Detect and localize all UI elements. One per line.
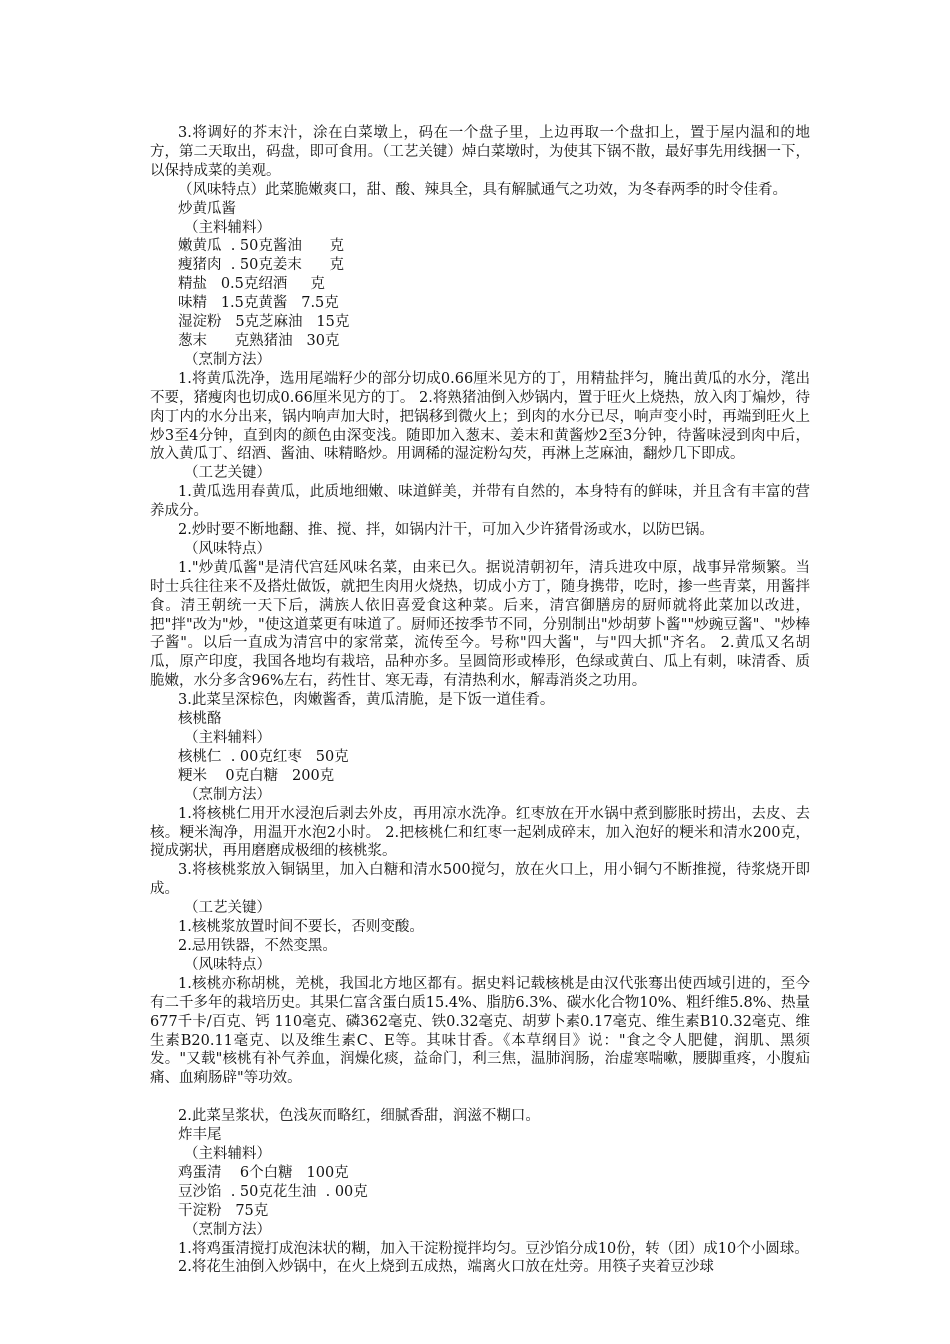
paragraph: 1.黄瓜选用春黄瓜，此质地细嫩、味道鲜美，并带有自然的，本身特有的鲜味，并且含有丰富的营养成分。 xyxy=(150,484,810,520)
ingredient-row: 湿淀粉 5克芝麻油 15克 xyxy=(178,314,350,331)
ingredient-row: 嫩黄瓜 . 50克酱油 克 xyxy=(178,238,345,255)
section-heading: （烹制方法） xyxy=(184,786,271,803)
ingredient-row: 精盐 0.5克绍酒 克 xyxy=(178,276,325,293)
paragraph: 2.炒时要不断地翻、推、搅、拌，如锅内汁干，可加入少许猪骨汤或水，以防巴锅。 xyxy=(178,522,714,539)
paragraph: 2.将花生油倒入炒锅中，在火上烧到五成热，端离火口放在灶旁。用筷子夹着豆沙球 xyxy=(178,1259,714,1276)
ingredient-row: 核桃仁 . 00克红枣 50克 xyxy=(178,748,349,765)
section-heading: （主料辅料） xyxy=(184,730,271,746)
recipe-title: 炒黄瓜酱 xyxy=(178,200,236,217)
section-heading: （工艺关键） xyxy=(184,900,271,917)
paragraph: 3.将核桃浆放入铜锅里，加入白糖和清水500搅匀，放在火口上，用小铜勺不断推搅，待浆烧开即成。 xyxy=(150,862,810,898)
section-heading: （工艺关键） xyxy=(184,465,271,482)
paragraph: （风味特点）此菜脆嫩爽口，甜、酸、辣具全，具有解腻通气之功效，为冬春两季的时令佳肴。 xyxy=(178,181,787,198)
paragraph: 1.核桃亦称胡桃，羌桃，我国北方地区都有。据史料记载核桃是由汉代张骞出使西域引进的，至今有二千多年的栽培历史。其果仁富含蛋白质15.4%、脂肪6.3%、碳水化合物10%、粗纤维5.8%、热量677千卡/百克、钙 110毫克、磷362毫克、铁0.32毫克、胡萝卜素0.17毫克、维生素B10.32毫克、维生素B20.11毫克、以及维生素C、E等。其味甘香。《本草纲目》说："食之令人肥健，润肌、黑须发。"又载"核桃有补气养血，润燥化痰，益命门，利三焦，温肺润肠，治虚寒喘嗽，腰脚重疼，小腹疝痛、血痢肠辟"等功效。 xyxy=(150,975,810,1087)
recipe-title: 核桃酪 xyxy=(178,711,222,728)
blank-line xyxy=(150,1088,810,1107)
section-heading: （烹制方法） xyxy=(184,351,271,368)
section-heading: （烹制方法） xyxy=(184,1221,271,1238)
section-heading: （主料辅料） xyxy=(184,219,271,236)
ingredient-row: 豆沙馅 . 50克花生油 . 00克 xyxy=(178,1183,368,1200)
paragraph: 1.将黄瓜洗净，选用尾端籽少的部分切成0.66厘米见方的丁，用精盐拌匀，腌出黄瓜的水分，滗出不要，猪瘦肉也切成0.66厘米见方的丁。 2.将熟猪油倒入炒锅内，置于旺火上烧热，放入肉丁煸炒，待肉丁内的水分出来，锅内响声加大时，把锅移到微火上；到肉的水分已尽，响声变小时，再端到旺火上炒3至4分钟，直到肉的颜色由深变浅。随即加入葱末、姜末和黄酱炒2至3分钟，待酱味浸到肉中后，放入黄瓜丁、绍酒、酱油、味精略炒。用调稀的湿淀粉勾芡，再淋上芝麻油，翻炒几下即成。 xyxy=(150,370,810,463)
document-body xyxy=(150,124,810,1277)
section-heading: （风味特点） xyxy=(184,956,271,973)
ingredient-row: 葱末 克熟猪油 30克 xyxy=(178,332,340,349)
section-heading: （主料辅料） xyxy=(184,1146,271,1163)
paragraph: 3.将调好的芥末汁，涂在白菜墩上，码在一个盘子里，上边再取一个盘扣上，置于屋内温和的地方，第二天取出，码盘，即可食用。（工艺关键）焯白菜墩时，为使其下锅不散，最好事先用线捆一下，以保持成菜的美观。 xyxy=(150,125,810,179)
paragraph: 1.将鸡蛋清搅打成泡沫状的糊，加入干淀粉搅拌均匀。豆沙馅分成10份，转（团）成10个小圆球。 xyxy=(178,1240,809,1257)
ingredient-row: 瘦猪肉 . 50克姜末 克 xyxy=(178,257,345,274)
section-heading: （风味特点） xyxy=(184,540,271,557)
ingredient-row: 干淀粉 75克 xyxy=(178,1202,269,1219)
ingredient-row: 鸡蛋清 6个白糖 100克 xyxy=(178,1164,349,1181)
paragraph: 3.此菜呈深棕色，肉嫩酱香，黄瓜清脆，是下饭一道佳肴。 xyxy=(178,692,555,709)
paragraph: 1."炒黄瓜酱"是清代宫廷风味名菜，由来已久。据说清朝初年，清兵进攻中原，战事异常频繁。当时士兵往往来不及搭灶做饭，就把生肉用火烧热，切成小方丁，随身携带，吃时，掺一些青菜，用酱拌食。清王朝统一天下后，满族人依旧喜爱食这种菜。后来，清宫御膳房的厨师就将此菜加以改进，把"拌"改为"炒，"使这道菜更有味道了。厨师还按季节不同，分别制出"炒胡萝卜酱""炒豌豆酱"、"炒棒子酱"。以后一直成为清宫中的家常菜，流传至今。号称"四大酱"，与"四大抓"齐名。 2.黄瓜又名胡瓜，原产印度，我国各地均有栽培，品种亦多。呈圆筒形或棒形，色绿或黄白、瓜上有刺，味清香、质脆嫩，水分多含96%左右，药性甘、寒无毒，有清热利水，解毒消炎之功用。 xyxy=(150,559,810,690)
paragraph: 1.核桃浆放置时间不要长，否则变酸。 xyxy=(178,919,424,936)
ingredient-row: 粳米 0克白糖 200克 xyxy=(178,767,335,784)
recipe-title: 炸丰尾 xyxy=(178,1127,222,1144)
paragraph: 2.忌用铁器，不然变黑。 xyxy=(178,937,337,954)
paragraph: 1.将核桃仁用开水浸泡后剥去外皮，再用凉水洗净。红枣放在开水锅中煮到膨胀时捞出，去皮、去核。粳米淘净，用温开水泡2小时。 2.把核桃仁和红枣一起剁成碎末，加入泡好的粳米和清水200克，搅成粥状，再用磨磨成极细的核桃浆。 xyxy=(150,805,810,860)
ingredient-row: 味精 1.5克黄酱 7.5克 xyxy=(178,295,339,312)
paragraph: 2.此菜呈浆状，色浅灰而略红，细腻香甜，润滋不糊口。 xyxy=(178,1108,540,1125)
